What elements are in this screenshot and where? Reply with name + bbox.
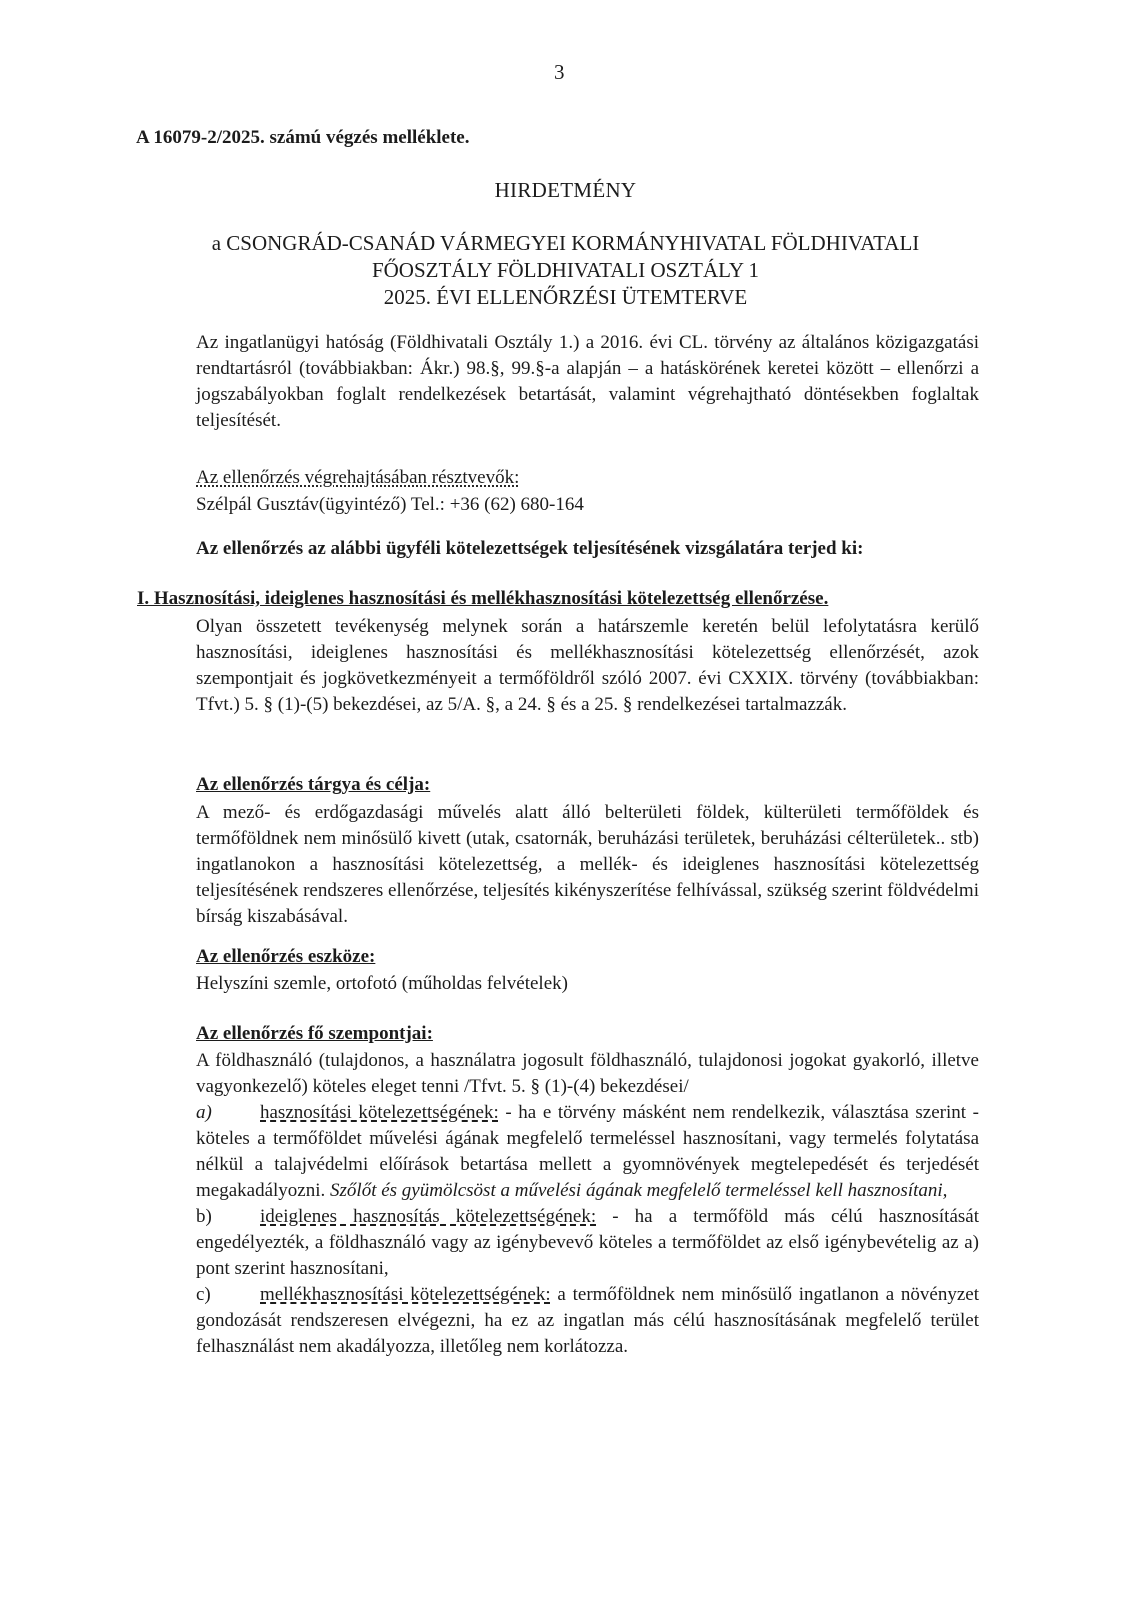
tool-heading: Az ellenőrzés eszköze: [196, 946, 376, 967]
list-item-text: - ha a termőföld más célú hasznosítását engedélyezték, a földhasználó vagy az igénybevevő köteles a termőföldet az első igénybevételig az a) pont szerint hasznosítani, [196, 1206, 979, 1279]
section-one-title: I. Hasznosítási, ideiglenes hasznosítási és mellékhasznosítási kötelezettség ellenőrzése. [137, 588, 829, 609]
list-item-label: hasznosítási kötelezettségének: [260, 1102, 499, 1123]
document-title: HIRDETMÉNY [494, 178, 637, 202]
criteria-list [196, 1100, 979, 1360]
criteria-heading: Az ellenőrzés fő szempontjai: [196, 1023, 433, 1044]
list-item-label: ideiglenes hasznosítás kötelezettségének: [260, 1206, 597, 1227]
list-item-text: - ha e törvény másként nem rendelkezik, választása szerint - köteles a termőföldet művelési ágának megfelelő termeléssel hasznosítani, vagy termelés folytatása nélkül a talajvédelmi előírások betartása mellett a gyomnövények megtelepedését és terjedését megakadályozni. [196, 1102, 979, 1201]
participants-section [196, 464, 979, 518]
document-reference: A 16079-2/2025. számú végzés melléklete. [136, 127, 470, 148]
list-item [196, 1282, 979, 1360]
list-item-text: a termőföldnek nem minősülő ingatlanon a növényzet gondozását rendszeresen elvégezni, ha ez az ingatlan más célú hasznosításának megfelelő terület felhasználást nem akadályozza, illetőleg nem korlátozza. [196, 1284, 979, 1357]
list-item [196, 1100, 979, 1204]
participants-contact: Szélpál Gusztáv(ügyintéző) Tel.: +36 (62) 680-164 [196, 494, 584, 515]
subtitle-line-3: 2025. ÉVI ELLENŐRZÉSI ÜTEMTERVE [383, 285, 748, 309]
page-number: 3 [554, 60, 565, 84]
document-subtitle [0, 230, 1131, 311]
participants-heading: Az ellenőrzés végrehajtásában résztvevők: [196, 467, 520, 488]
list-item-label: mellékhasznosítási kötelezettségének: [260, 1284, 551, 1305]
criteria-paragraph: A földhasználó (tulajdonos, a használatra jogosult földhasználó, tulajdonosi jogokat gyakorló, illetve vagyonkezelő) köteles eleget tenni /Tfvt. 5. § (1)-(4) bekezdései/ [196, 1050, 979, 1097]
list-marker: b) [196, 1206, 212, 1227]
subtitle-line-1: a CSONGRÁD-CSANÁD VÁRMEGYEI KORMÁNYHIVATAL FÖLDHIVATALI [211, 231, 920, 255]
subject-paragraph: A mező- és erdőgazdasági művelés alatt álló belterületi földek, külterületi termőföldek és termőföldnek nem minősülő kivett (utak, csatornák, beruházási területek, beruházási célterületek.. stb) ingatlanokon a hasznosítási kötelezettség, a mellék- és ideiglenes hasznosítási kötelezettség teljesítésének rendszeres ellenőrzése, teljesítés kikényszerítése felhívással, szükség szerint földvédelmi bírság kiszabásával. [196, 802, 979, 927]
list-item [196, 1204, 979, 1282]
intro-paragraph: Az ingatlanügyi hatóság (Földhivatali Osztály 1.) a 2016. évi CL. törvény az általános közigazgatási rendtartásról (továbbiakban: Ákr.) 98.§, 99.§-a alapján – a hatáskörének keretei között – ellenőrzi a jogszabályokban foglalt rendelkezések betartását, valamint végrehajtható döntésekben foglaltak teljesítését. [196, 332, 979, 431]
subject-heading: Az ellenőrzés tárgya és célja: [196, 774, 431, 795]
list-item-italic-note: Szőlőt és gyümölcsöst a művelési ágának megfelelő termeléssel kell hasznosítani, [330, 1180, 948, 1201]
list-marker: c) [196, 1284, 211, 1305]
subtitle-line-2: FŐOSZTÁLY FÖLDHIVATALI OSZTÁLY 1 [371, 258, 760, 282]
tool-paragraph: Helyszíni szemle, ortofotó (műholdas felvételek) [196, 973, 568, 994]
section-one-paragraph: Olyan összetett tevékenység melynek során a határszemle keretén belül lefolytatásra kerülő hasznosítási, ideiglenes hasznosítási és mellékhasznosítási kötelezettség ellenőrzését, azok szempontjait és jogkövetkezményeit a termőföldről szóló 2007. évi CXXIX. törvény (továbbiakban: Tfvt.) 5. § (1)-(5) bekezdései, az 5/A. §, a 24. § és a 25. § rendelkezései tartalmazzák. [196, 616, 979, 715]
scope-heading: Az ellenőrzés az alábbi ügyféli kötelezettségek teljesítésének vizsgálatára terjed ki: [196, 538, 864, 559]
list-marker: a) [196, 1102, 212, 1123]
